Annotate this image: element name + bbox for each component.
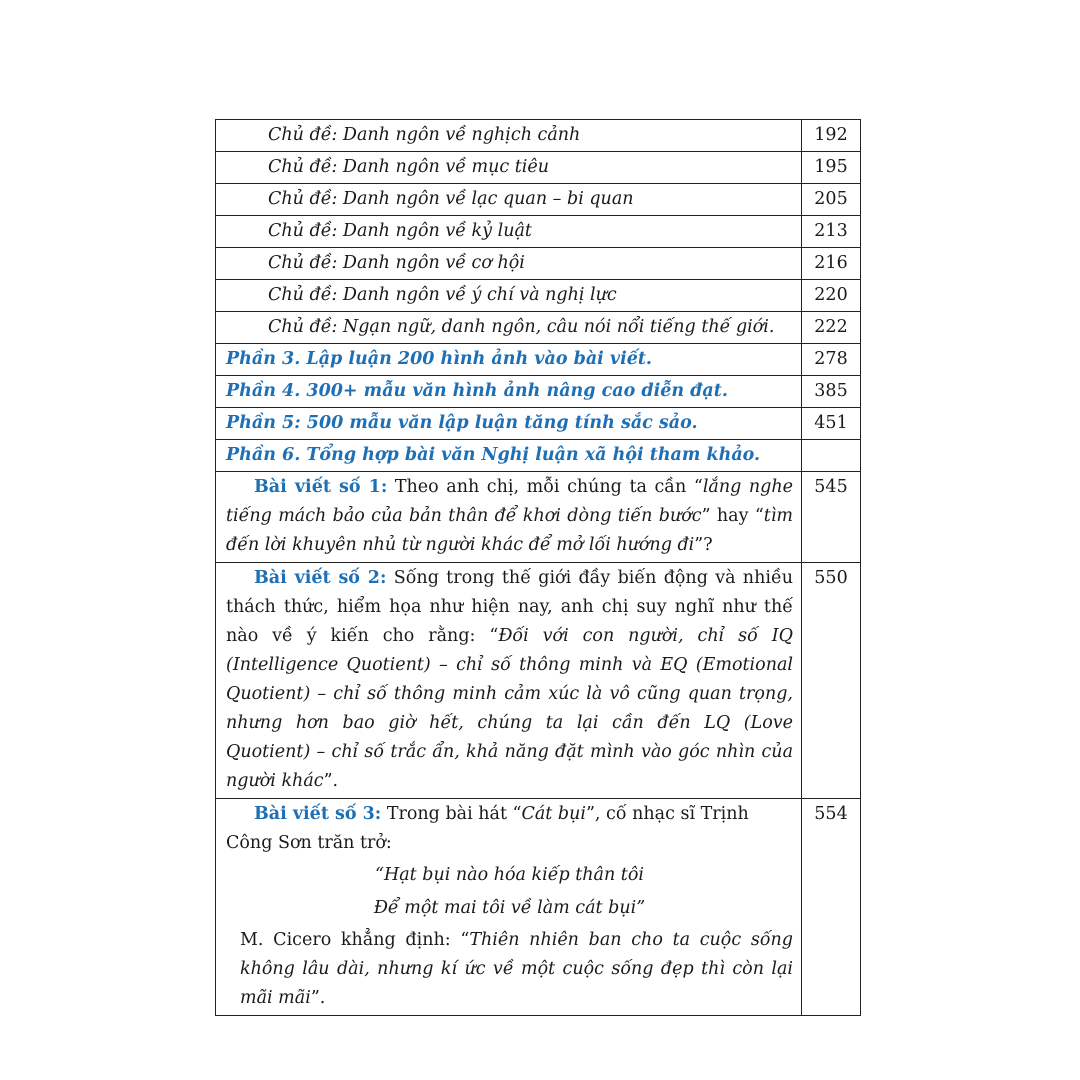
toc-essay-row — [216, 563, 861, 799]
essay-quote: Cát bụi — [521, 804, 586, 824]
toc-part-row — [216, 408, 861, 440]
essay-quote: lắng nghe tiếng mách bảo của bản thân để khơi dòng tiến bước — [226, 477, 793, 526]
toc-row — [216, 312, 861, 344]
page-number: 451 — [802, 408, 861, 440]
toc-part-row — [216, 440, 861, 472]
essay-description — [216, 472, 802, 563]
page-number: 216 — [802, 248, 861, 280]
page-number: 205 — [802, 184, 861, 216]
essay-quote: Đối với con người, chỉ số IQ (Intelligence Quotient) – chỉ số thông minh và EQ (Emotional Quotient) – chỉ số thông minh cảm xúc là vô cũng quan trọng, nhưng hơn bao giờ hết, chúng ta lại cần đến LQ (Love Quotient) – chỉ số trắc ẩn, khả năng đặt mình vào góc nhìn của người khác — [226, 626, 793, 791]
essay-label: Bài viết số 1: — [254, 477, 388, 497]
toc-essay-row — [216, 799, 861, 1016]
toc-part-row — [216, 344, 861, 376]
toc-row — [216, 120, 861, 152]
poem-line: “Hạt bụi nào hóa kiếp thân tôi — [375, 865, 644, 885]
toc-part-row — [216, 376, 861, 408]
essay-text: Sống trong thế giới đầy biến động và nhiều thách thức, hiểm họa như hiện nay, anh chị suy nghĩ như thế nào về ý kiến cho rằng: “ — [226, 568, 793, 646]
essay-description — [216, 799, 802, 1016]
topic-title: Chủ đề: Danh ngôn về ý chí và nghị lực — [216, 280, 802, 312]
topic-title — [216, 312, 802, 344]
page-number: 545 — [802, 472, 861, 563]
essay-text: ”. — [323, 771, 339, 791]
essay-text: ”? — [694, 535, 713, 555]
topic-title: Chủ đề: Danh ngôn về mục tiêu — [216, 152, 802, 184]
essay-text: ” hay “ — [701, 506, 764, 526]
essay-description — [216, 563, 802, 799]
page-number — [802, 440, 861, 472]
page-number: 554 — [802, 799, 861, 1016]
essay-intro — [226, 800, 793, 858]
poem-line: Để một mai tôi về làm cát bụi” — [373, 898, 646, 918]
topic-title-text: Chủ đề: Ngạn ngữ, danh ngôn, câu nói nổi tiếng thế giới. — [268, 317, 775, 337]
topic-title: Chủ đề: Danh ngôn về kỷ luật — [216, 216, 802, 248]
topic-title: Chủ đề: Danh ngôn về nghịch cảnh — [216, 120, 802, 152]
essay-text: M. Cicero khẳng định: “ — [240, 930, 470, 950]
essay-text: ”, cố nhạc sĩ Trịnh Công Sơn trăn trở: — [226, 804, 749, 853]
part-title: Phần 4. 300+ mẫu văn hình ảnh nâng cao diễn đạt. — [216, 376, 802, 408]
topic-title: Chủ đề: Danh ngôn về cơ hội — [216, 248, 802, 280]
page-number: 195 — [802, 152, 861, 184]
page-number: 213 — [802, 216, 861, 248]
essay-citation — [226, 926, 793, 1013]
essay-quote: Thiên nhiên ban cho ta cuộc sống không lâu dài, nhưng kí ức về một cuộc sống đẹp thì còn lại mãi mãi — [240, 930, 794, 1008]
part-title: Phần 6. Tổng hợp bài văn Nghị luận xã hội tham khảo. — [216, 440, 802, 472]
page-number: 192 — [802, 120, 861, 152]
toc-row — [216, 216, 861, 248]
part-title: Phần 5: 500 mẫu văn lập luận tăng tính sắc sảo. — [216, 408, 802, 440]
essay-quote: tìm đến lời khuyên nhủ từ người khác để mở lối hướng đi — [226, 506, 794, 555]
toc-row — [216, 248, 861, 280]
essay-label: Bài viết số 2: — [254, 568, 387, 588]
table-of-contents — [215, 119, 861, 1016]
page-number: 222 — [802, 312, 861, 344]
page-number: 385 — [802, 376, 861, 408]
page-number: 278 — [802, 344, 861, 376]
essay-label: Bài viết số 3: — [254, 804, 382, 824]
page-number: 220 — [802, 280, 861, 312]
essay-text: ”. — [310, 988, 326, 1008]
essay-text: Trong bài hát “ — [381, 804, 522, 824]
page-number: 550 — [802, 563, 861, 799]
toc-essay-row — [216, 472, 861, 563]
toc-row — [216, 184, 861, 216]
toc-row — [216, 280, 861, 312]
toc-row — [216, 152, 861, 184]
essay-text: Theo anh chị, mỗi chúng ta cần “ — [387, 477, 703, 497]
topic-title: Chủ đề: Danh ngôn về lạc quan – bi quan — [216, 184, 802, 216]
part-title: Phần 3. Lập luận 200 hình ảnh vào bài viết. — [216, 344, 802, 376]
